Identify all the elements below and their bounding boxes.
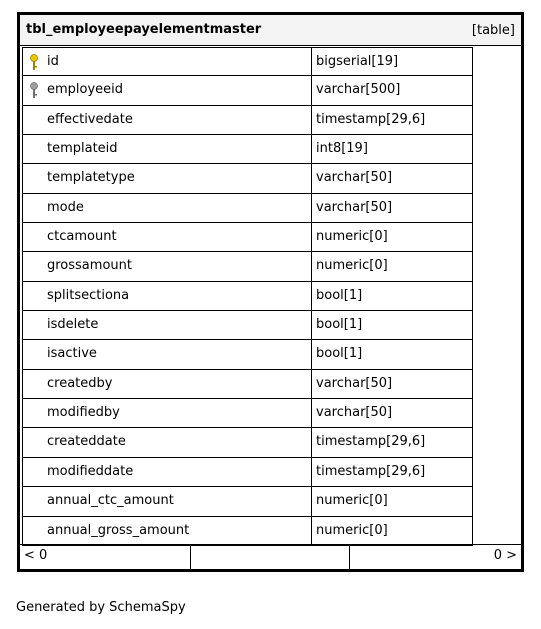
column-name-cell — [22, 370, 312, 398]
column-row — [22, 399, 473, 428]
column-row — [22, 370, 473, 399]
column-row — [22, 106, 473, 135]
column-name: createddate — [47, 434, 126, 450]
parents-count: < 0 — [20, 545, 191, 569]
column-row — [22, 76, 473, 105]
column-name: createdby — [47, 375, 113, 391]
column-row — [22, 47, 473, 76]
column-row — [22, 458, 473, 487]
column-name: annual_ctc_amount — [47, 493, 174, 509]
column-row — [22, 311, 473, 340]
column-type: timestamp[29,6] — [312, 428, 473, 456]
column-row — [22, 252, 473, 281]
table-header — [20, 15, 521, 46]
column-type: numeric[0] — [312, 517, 473, 545]
column-name: modifieddate — [47, 463, 134, 479]
column-name: grossamount — [47, 258, 132, 274]
column-name: templatetype — [47, 170, 135, 186]
column-name-cell — [22, 164, 312, 192]
column-row — [22, 164, 473, 193]
column-type: bool[1] — [312, 282, 473, 310]
footer-spacer — [191, 545, 350, 569]
column-name: splitsectiona — [47, 287, 130, 303]
column-row — [22, 223, 473, 252]
column-name-cell — [22, 399, 312, 427]
column-type: bool[1] — [312, 311, 473, 339]
column-name: annual_gross_amount — [47, 522, 190, 538]
table-footer — [20, 544, 521, 569]
column-name-cell — [22, 223, 312, 251]
column-type: varchar[500] — [312, 76, 473, 104]
table-node — [17, 12, 524, 572]
column-name: isdelete — [47, 317, 99, 333]
column-type: timestamp[29,6] — [312, 458, 473, 486]
column-name-cell — [22, 517, 312, 545]
foreign-key-icon — [29, 82, 39, 99]
column-name-cell — [22, 487, 312, 515]
column-name: ctcamount — [47, 229, 117, 245]
table-name: tbl_employeepayelementmaster — [26, 22, 262, 37]
column-list — [22, 47, 473, 546]
column-name: modifiedby — [47, 405, 120, 421]
column-type: int8[19] — [312, 135, 473, 163]
column-name-cell — [22, 106, 312, 134]
column-name-cell — [22, 135, 312, 163]
column-name: templateid — [47, 141, 118, 157]
column-name-cell — [22, 428, 312, 456]
column-row — [22, 340, 473, 369]
column-row — [22, 194, 473, 223]
column-row — [22, 428, 473, 457]
column-name: effectivedate — [47, 111, 133, 127]
column-row — [22, 135, 473, 164]
column-row — [22, 517, 473, 546]
column-type: timestamp[29,6] — [312, 106, 473, 134]
column-name-cell — [22, 252, 312, 280]
column-name-cell — [22, 48, 312, 75]
column-name: isactive — [47, 346, 97, 362]
generated-by-note: Generated by SchemaSpy — [16, 600, 186, 615]
column-type: varchar[50] — [312, 194, 473, 222]
column-type: bool[1] — [312, 340, 473, 368]
children-count: 0 > — [493, 548, 517, 563]
column-type: varchar[50] — [312, 399, 473, 427]
column-row — [22, 487, 473, 516]
column-type: varchar[50] — [312, 164, 473, 192]
column-name-cell — [22, 194, 312, 222]
column-type: numeric[0] — [312, 252, 473, 280]
table-kind-label: [table] — [471, 23, 515, 38]
column-type: bigserial[19] — [312, 48, 473, 75]
column-name: id — [47, 54, 59, 69]
primary-key-icon — [29, 54, 39, 71]
column-type: numeric[0] — [312, 223, 473, 251]
column-name: mode — [47, 199, 84, 215]
column-name-cell — [22, 311, 312, 339]
column-type: numeric[0] — [312, 487, 473, 515]
column-type: varchar[50] — [312, 370, 473, 398]
column-name-cell — [22, 458, 312, 486]
column-name-cell — [22, 340, 312, 368]
column-name-cell — [22, 76, 312, 104]
column-name: employeeid — [47, 82, 124, 98]
column-row — [22, 282, 473, 311]
column-name-cell — [22, 282, 312, 310]
